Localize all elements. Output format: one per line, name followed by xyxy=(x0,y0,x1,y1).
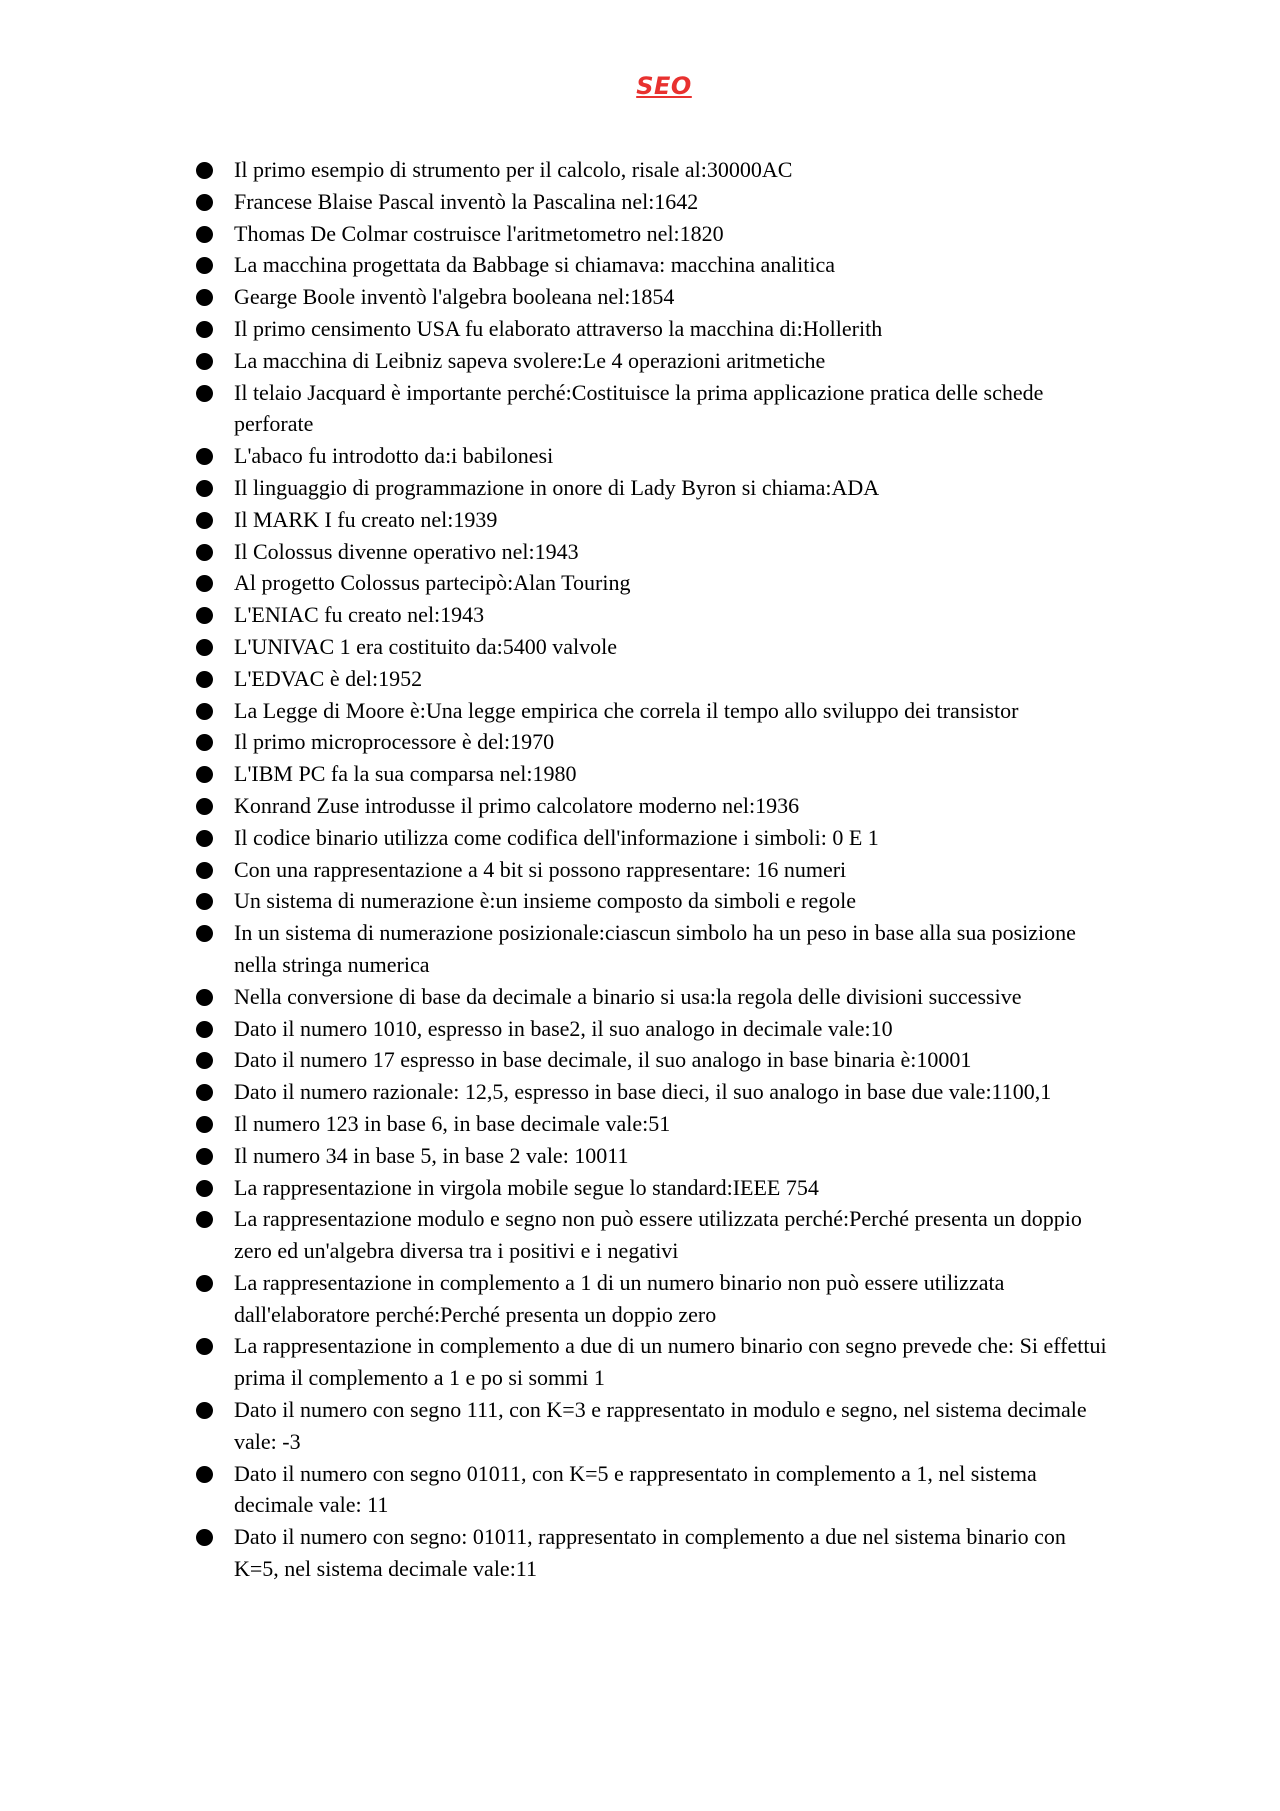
list-item xyxy=(196,567,1116,599)
bullet-icon xyxy=(196,766,213,783)
list-item xyxy=(196,536,1116,568)
list-item-text: Dato il numero 17 espresso in base decimale, il suo analogo in base binaria è:10001 xyxy=(234,1047,972,1073)
list-item xyxy=(196,345,1116,377)
bullet-icon xyxy=(196,544,213,561)
list-item-text: L'IBM PC fa la sua comparsa nel:1980 xyxy=(234,761,577,787)
bullet-icon xyxy=(196,639,213,656)
bullet-icon xyxy=(196,703,213,720)
bullet-icon xyxy=(196,448,213,465)
bullet-icon xyxy=(196,1211,213,1228)
bullet-icon xyxy=(196,385,213,402)
bullet-icon xyxy=(196,289,213,306)
list-item xyxy=(196,1267,1116,1331)
list-item-text: In un sistema di numerazione posizionale:ciascun simbolo ha un peso in base alla sua posizione nella stringa numerica xyxy=(234,920,1076,977)
list-item xyxy=(196,186,1116,218)
question-list xyxy=(196,154,1116,1585)
list-item-text: La rappresentazione in complemento a due di un numero binario con segno prevede che: Si effettui prima il complemento a 1 e po si sommi 1 xyxy=(234,1333,1107,1391)
bullet-icon xyxy=(196,989,213,1006)
list-item xyxy=(196,917,1116,981)
list-item xyxy=(196,1330,1116,1394)
list-item-text: Dato il numero razionale: 12,5, espresso in base dieci, il suo analogo in base due vale:1100,1 xyxy=(234,1079,1052,1105)
list-item-text: L'ENIAC fu creato nel:1943 xyxy=(234,602,485,628)
list-item xyxy=(196,854,1116,886)
list-item xyxy=(196,1076,1116,1108)
list-item xyxy=(196,313,1116,345)
list-item xyxy=(196,1458,1116,1522)
list-item-text: La rappresentazione modulo e segno non può essere utilizzata perché:Perché presenta un doppio zero ed un'algebra diversa tra i positivi e i negativi xyxy=(234,1206,1082,1264)
list-item xyxy=(196,504,1116,536)
list-item-text: L'abaco fu introdotto da:i babilonesi xyxy=(234,443,554,469)
list-item xyxy=(196,1521,1116,1585)
list-item xyxy=(196,885,1116,917)
list-item xyxy=(196,1394,1116,1458)
list-item xyxy=(196,281,1116,313)
list-item xyxy=(196,1203,1116,1267)
list-item-text: Il telaio Jacquard è importante perché:Costituisce la prima applicazione pratica delle schede perforate xyxy=(234,379,1044,437)
list-item-text: Dato il numero con segno: 01011, rappresentato in complemento a due nel sistema binario con K=5, nel sistema decimale vale:11 xyxy=(234,1524,1066,1582)
bullet-icon xyxy=(196,1116,213,1133)
bullet-icon xyxy=(196,1529,213,1546)
bullet-icon xyxy=(196,1338,213,1355)
bullet-icon xyxy=(196,1466,213,1483)
bullet-icon xyxy=(196,512,213,529)
list-item xyxy=(196,218,1116,250)
list-item-text: L'UNIVAC 1 era costituito da:5400 valvole xyxy=(234,633,617,659)
bullet-icon xyxy=(196,1148,213,1165)
list-item xyxy=(196,663,1116,695)
list-item xyxy=(196,1044,1116,1076)
list-item-text: Thomas De Colmar costruisce l'aritmetometro nel:1820 xyxy=(234,220,724,246)
list-item xyxy=(196,1140,1116,1172)
list-item-text: Konrand Zuse introdusse il primo calcolatore moderno nel:1936 xyxy=(234,792,800,818)
document-title: SEO xyxy=(636,72,692,100)
list-item xyxy=(196,981,1116,1013)
bullet-icon xyxy=(196,257,213,274)
bullet-icon xyxy=(196,1052,213,1069)
list-item-text: Nella conversione di base da decimale a binario si usa:la regola delle divisioni successive xyxy=(234,983,1022,1009)
list-item xyxy=(196,377,1116,441)
bullet-icon xyxy=(196,353,213,370)
list-item-text: Il linguaggio di programmazione in onore di Lady Byron si chiama:ADA xyxy=(234,474,880,500)
bullet-icon xyxy=(196,862,213,879)
list-item-text: Il Colossus divenne operativo nel:1943 xyxy=(234,538,579,564)
bullet-icon xyxy=(196,893,213,910)
list-item xyxy=(196,631,1116,663)
list-item xyxy=(196,822,1116,854)
list-item-text: Dato il numero con segno 111, con K=3 e rappresentato in modulo e segno, nel sistema decimale vale: -3 xyxy=(234,1397,1087,1454)
list-item-text: Dato il numero con segno 01011, con K=5 e rappresentato in complemento a 1, nel sistema decimale vale: 11 xyxy=(234,1460,1037,1518)
bullet-icon xyxy=(196,798,213,815)
list-item-text: Un sistema di numerazione è:un insieme composto da simboli e regole xyxy=(234,888,856,914)
list-item-text: Il codice binario utilizza come codifica dell'informazione i simboli: 0 E 1 xyxy=(234,824,879,850)
list-item-text: La Legge di Moore è:Una legge empirica che correla il tempo allo sviluppo dei transistor xyxy=(234,697,1019,723)
bullet-icon xyxy=(196,480,213,497)
bullet-icon xyxy=(196,1021,213,1038)
bullet-icon xyxy=(196,734,213,751)
bullet-icon xyxy=(196,194,213,211)
bullet-icon xyxy=(196,671,213,688)
bullet-icon xyxy=(196,226,213,243)
list-item-text: La macchina progettata da Babbage si chiamava: macchina analitica xyxy=(234,252,836,278)
list-item xyxy=(196,790,1116,822)
bullet-icon xyxy=(196,321,213,338)
list-item xyxy=(196,154,1116,186)
list-item-text: Il primo censimento USA fu elaborato attraverso la macchina di:Hollerith xyxy=(234,315,883,341)
list-item-text: Dato il numero 1010, espresso in base2, il suo analogo in decimale vale:10 xyxy=(234,1015,893,1041)
bullet-icon xyxy=(196,607,213,624)
bullet-icon xyxy=(196,162,213,179)
list-item-text: Al progetto Colossus partecipò:Alan Touring xyxy=(234,570,631,596)
list-item xyxy=(196,726,1116,758)
bullet-icon xyxy=(196,830,213,847)
list-item xyxy=(196,1172,1116,1204)
bullet-icon xyxy=(196,1402,213,1419)
list-item-text: Il numero 123 in base 6, in base decimale vale:51 xyxy=(234,1110,671,1136)
list-item xyxy=(196,599,1116,631)
list-item-text: La macchina di Leibniz sapeva svolere:Le 4 operazioni aritmetiche xyxy=(234,347,826,373)
list-item xyxy=(196,440,1116,472)
list-item-text: Con una rappresentazione a 4 bit si possono rappresentare: 16 numeri xyxy=(234,856,847,882)
bullet-icon xyxy=(196,1180,213,1197)
bullet-icon xyxy=(196,1084,213,1101)
list-item xyxy=(196,695,1116,727)
list-item-text: Francese Blaise Pascal inventò la Pascalina nel:1642 xyxy=(234,188,699,214)
list-item xyxy=(196,758,1116,790)
list-item-text: Gearge Boole inventò l'algebra booleana nel:1854 xyxy=(234,284,675,310)
bullet-icon xyxy=(196,575,213,592)
list-item xyxy=(196,1013,1116,1045)
list-item xyxy=(196,249,1116,281)
list-item-text: Il primo esempio di strumento per il calcolo, risale al:30000AC xyxy=(234,157,793,182)
bullet-icon xyxy=(196,925,213,942)
list-item-text: La rappresentazione in virgola mobile segue lo standard:IEEE 754 xyxy=(234,1174,819,1200)
list-item-text: L'EDVAC è del:1952 xyxy=(234,665,423,691)
list-item-text: Il numero 34 in base 5, in base 2 vale: 10011 xyxy=(234,1142,629,1168)
list-item-text: Il MARK I fu creato nel:1939 xyxy=(234,506,498,532)
list-item-text: La rappresentazione in complemento a 1 di un numero binario non può essere utilizzata dall'elaboratore perché:Perché presenta un doppio zero xyxy=(234,1269,1005,1327)
list-item-text: Il primo microprocessore è del:1970 xyxy=(234,729,555,755)
list-item xyxy=(196,472,1116,504)
list-item xyxy=(196,1108,1116,1140)
bullet-icon xyxy=(196,1275,213,1292)
